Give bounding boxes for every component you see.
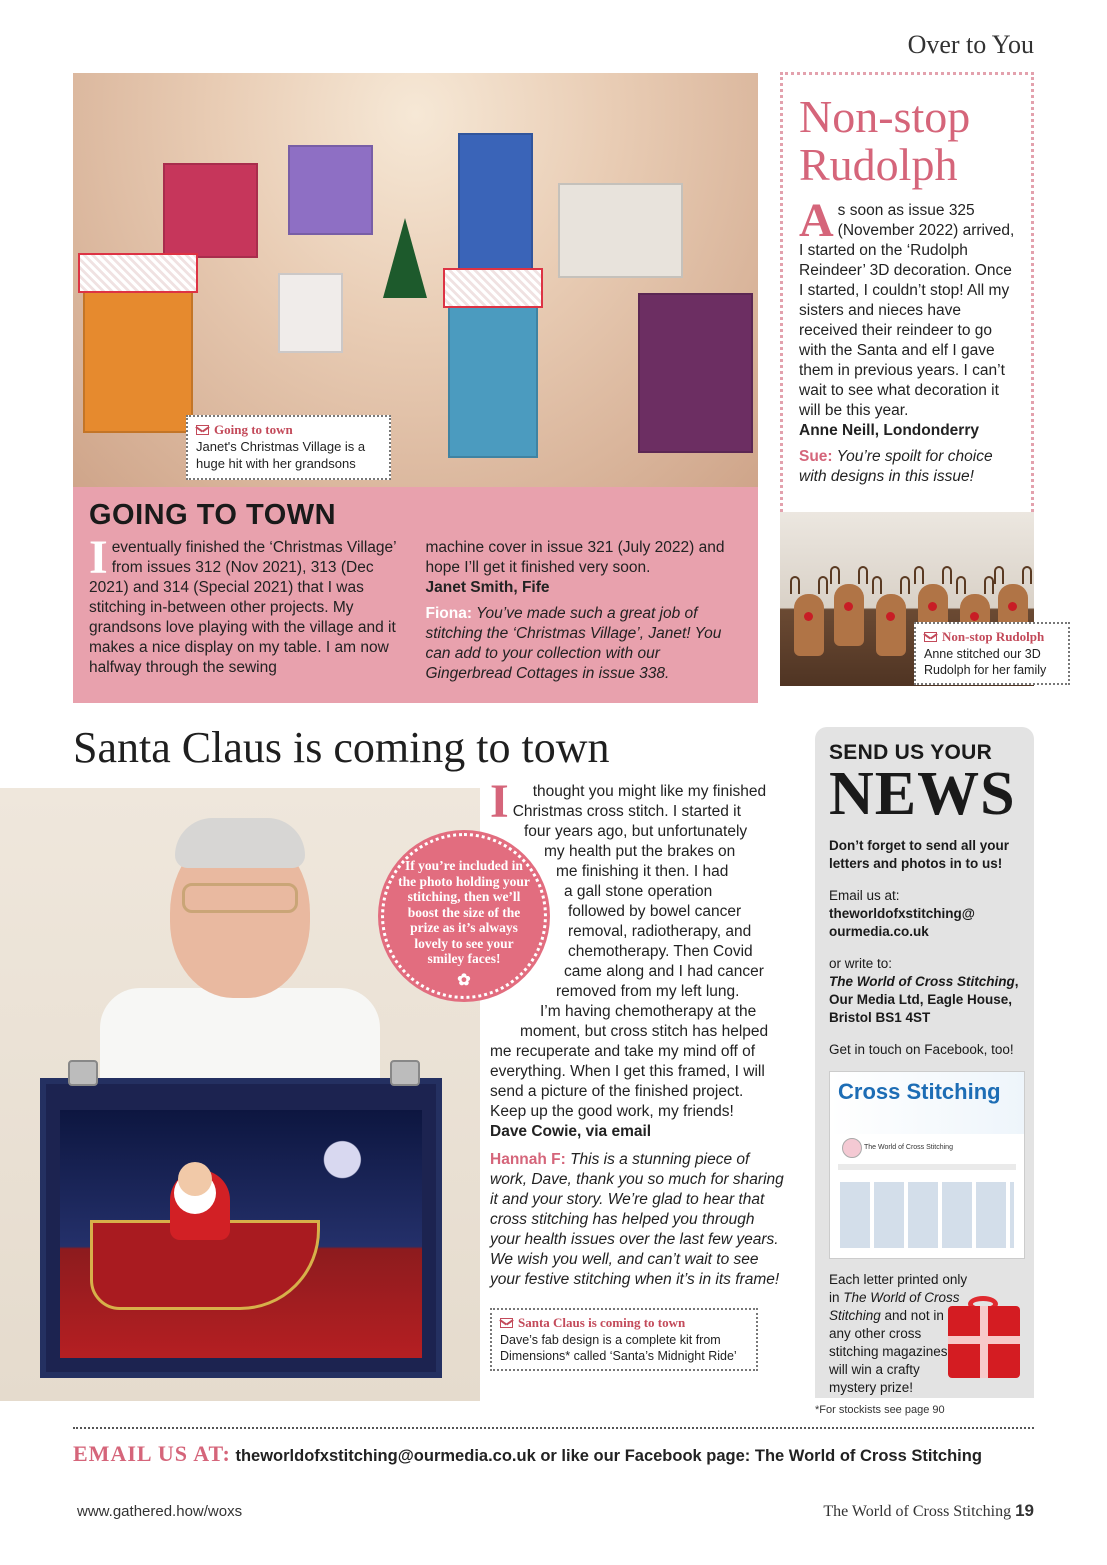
reindeer-photo bbox=[780, 512, 1047, 686]
reply-text: You’ve made such a great job of stitching the ‘Christmas Village’, Janet! You can add to your collection with our Gingerbread Cottages in issue 338. bbox=[425, 605, 722, 682]
village-caption: Going to town Janet's Christmas Village is a huge hit with her grandsons bbox=[186, 415, 391, 480]
santa-stitching bbox=[40, 1078, 442, 1378]
letter-body: s soon as issue 325 (November 2022) arrived, I started on the ‘Rudolph Reindeer’ 3D decoration. Once I started, I couldn’t stop! All my sisters and nieces have received their reindeer to go with the Santa and elf I gave them in previous years. I can’t wait to see what decoration it will be this year. bbox=[799, 202, 1015, 419]
send-news-panel: SEND US YOUR NEWS Don’t forget to send all your letters and photos in to us! Email us at: theworldofxstitching@ ourmedia.co.uk or write to: The World of Cross Stitching, Our Media Ltd, Eagle House, Bristol BS1 4ST Get in touch on Facebook, too! Cross Stitching The World of Cross Stitching Each letter printed only in The World of Cross Stitching and not in any other cross stitching magazines will win a crafty mystery prize! bbox=[815, 727, 1034, 1398]
santa-caption: Santa Claus is coming to town Dave’s fab design is a complete kit from Dimensions* called ‘Santa’s Midnight Ride’ bbox=[490, 1308, 758, 1371]
going-to-town-heading: GOING TO TOWN bbox=[89, 499, 337, 531]
divider bbox=[73, 1427, 1034, 1429]
signature: Dave Cowie, via email bbox=[490, 1123, 652, 1140]
footer-email[interactable]: theworldofxstitching@ourmedia.co.uk or like our Facebook page: The World of Cross Stitching bbox=[230, 1447, 982, 1465]
reply-name: Fiona: bbox=[425, 605, 472, 622]
mail-icon bbox=[196, 425, 209, 435]
swirl-icon: ✿ bbox=[457, 971, 471, 989]
rudolph-heading: Non-stop Rudolph bbox=[799, 91, 971, 190]
dropcap: I bbox=[490, 775, 509, 828]
letter-body: eventually finished the ‘Christmas Village’ from issues 312 (Nov 2021), 313 (Dec 2021) and 314 (Special 2021) that I was stitching in-between other projects. My grandsons love playing with the village and it makes a nice display on my table. I am now halfway through the sewing bbox=[89, 539, 397, 676]
signature: Anne Neill, Londonderry bbox=[799, 422, 979, 439]
website-url[interactable]: www.gathered.how/woxs bbox=[77, 1503, 243, 1520]
email-address[interactable]: theworldofxstitching@ ourmedia.co.uk bbox=[829, 906, 975, 939]
mail-icon bbox=[500, 1318, 513, 1328]
christmas-village-photo bbox=[73, 73, 758, 487]
mail-icon bbox=[924, 632, 937, 642]
page-footer: The World of Cross Stitching 19 bbox=[823, 1501, 1034, 1520]
letter-body-cont: machine cover in issue 321 (July 2022) and hope I’ll get it finished very soon. bbox=[425, 539, 725, 576]
avatar bbox=[842, 1138, 862, 1158]
going-to-town-letter bbox=[73, 487, 758, 703]
santa-heading: Santa Claus is coming to town bbox=[73, 723, 610, 772]
rudolph-letter bbox=[780, 72, 1034, 512]
reply-name: Hannah F: bbox=[490, 1151, 566, 1168]
reindeer-caption: Non-stop Rudolph Anne stitched our 3D Rudolph for her family bbox=[914, 622, 1070, 685]
page-number: 19 bbox=[1015, 1501, 1034, 1520]
reply-text: This is a stunning piece of work, Dave, thank you so much for sharing it and your story. We’re glad to hear that cross stitching has helped you through your health issues over the last few years. We wish you well, and can’t wait to see your festive stitching when it’s in its frame! bbox=[490, 1151, 784, 1288]
footer-email-line: EMAIL US AT: theworldofxstitching@ourmedia.co.uk or like our Facebook page: The World of Cross Stitching bbox=[73, 1441, 982, 1466]
gift-icon bbox=[948, 1306, 1020, 1378]
news-subheading: SEND US YOUR bbox=[829, 741, 993, 764]
photo-prize-badge: If you’re included in the photo holding your stitching, then we’ll boost the size of the prize as it’s always lovely to see your smiley faces! ✿ bbox=[381, 833, 547, 999]
reply-text: You’re spoilt for choice with designs in this issue! bbox=[799, 448, 993, 485]
signature: Janet Smith, Fife bbox=[425, 579, 550, 596]
dave-letter: I thought you might like my finished Christmas cross stitch. I started it four years ago, but unfortunately my health put the brakes on me finishing it then. I had a gall stone operation followed by bowel cancer removal, radiotherapy, and chemotherapy. Then Covid came along and I had cancer removed from my left lung. I’m having chemotherapy at the moment, but cross stitch has helped me recuperate and take my mind off of everything. When I get this framed, I will send a picture of the finished project. Keep up the good work, my friends! Dave Cowie, via email Hannah F: This is a stunning piece of work, Dave, thank you so much for sharing it and your story. We’re glad to hear that cross stitching has helped you through your health issues over the last few years. We wish you well, and can’t wait to see your festive stitching when it’s in its frame! Santa Claus is coming to town Dave’s fab design is a complete kit from Dimensions* called ‘Santa’s Midnight Ride’ bbox=[490, 782, 784, 1371]
prize-info: Each letter printed only in The World of Cross Stitching and not in any other cross stitching magazines will win a crafty mystery prize! bbox=[829, 1272, 968, 1395]
stockists-note: *For stockists see page 90 bbox=[815, 1404, 945, 1416]
dropcap: I bbox=[89, 531, 108, 584]
dropcap: A bbox=[799, 194, 834, 247]
facebook-logo: Cross Stitching bbox=[838, 1079, 1001, 1104]
section-title: Over to You bbox=[907, 30, 1034, 59]
news-heading: NEWS bbox=[829, 760, 1016, 828]
postal-address: , Our Media Ltd, Eagle House, Bristol BS1 4ST bbox=[829, 974, 1019, 1025]
reply-name: Sue: bbox=[799, 448, 833, 465]
facebook-page-thumbnail[interactable]: Cross Stitching The World of Cross Stitching bbox=[829, 1071, 1025, 1259]
